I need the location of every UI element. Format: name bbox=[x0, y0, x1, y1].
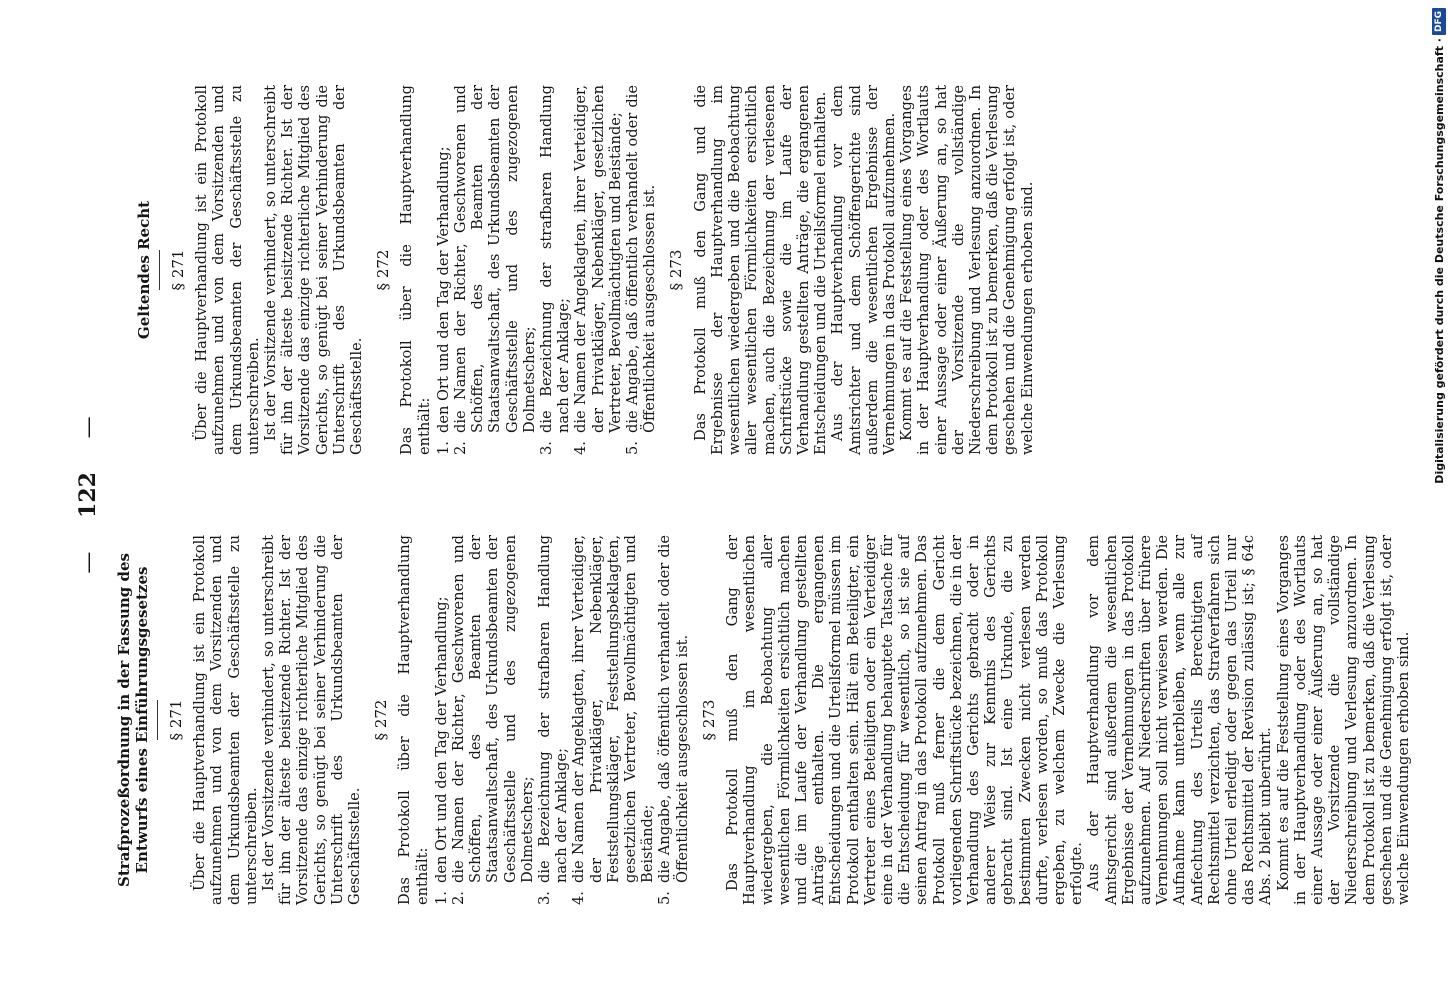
paragraph: Kommt es auf die Feststellung eines Vorganges in der Hauptverhandlung oder des Wortlauts einer Aussage oder einer Äußerung an, so hat der Vorsitzende die vollständige Niederschreibung und Verlesung anzuordnen. In dem Protokoll ist zu bemerken, daß die Verlesung geschehen und die Genehmigung erfolgt ist, oder welche Einwendungen erhoben sind. bbox=[1274, 535, 1413, 905]
paragraph: Ist der Vorsitzende verhindert, so unterschreibt für ihn der älteste beisitzende Richter. Ist der Vorsitzende das einzige richterliche Mitglied des Gerichts, so genügt bei seiner Verhinderung die Unterschrift des Urkundsbeamten der Geschäftsstelle. bbox=[260, 535, 364, 905]
section-title-271: § 271 bbox=[167, 699, 185, 741]
item-text: den Ort und den Tag der Verhandlung; bbox=[434, 146, 452, 433]
item-text: die Bezeichnung der strafbaren Handlung nach der Anklage; bbox=[536, 535, 571, 883]
digitization-credit bbox=[1412, 8, 1446, 992]
column-heading-current-law: Geltendes Recht bbox=[135, 200, 153, 340]
paragraph: Über die Hauptverhandlung ist ein Protokoll aufzunehmen und von dem Vorsitzenden und dem Urkundsbeamten der Geschäftsstelle zu unterschreiben. bbox=[193, 85, 262, 455]
list-item bbox=[624, 85, 658, 455]
column-current-law bbox=[115, 85, 1036, 455]
item-number: 1. bbox=[434, 441, 452, 455]
heading-rule bbox=[159, 250, 160, 290]
item-text: die Angabe, daß öffentlich verhandelt oder die Öffentlichkeit ausgeschlossen ist. bbox=[656, 535, 691, 883]
item-text: die Namen der Angeklagten, ihrer Verteidiger, der Privatkläger, Nebenkläger, gesetzlichen Vertreter, Bevollmächtigten und Beistände; bbox=[572, 85, 624, 433]
page-number: 122 bbox=[75, 472, 101, 518]
credit-text: Digitalisierung gefördert durch die Deutsche Forschungsgemeinschaft · bbox=[1432, 38, 1446, 484]
list-item bbox=[452, 85, 538, 455]
paragraph: Das Protokoll über die Hauptverhandlung enthält: bbox=[396, 535, 431, 905]
heading-rule bbox=[157, 700, 158, 740]
item-text: die Namen der Richter, Geschworenen und Schöffen, des Beamten der Staatsanwaltschaft, des Urkundsbeamten der Geschäftsstelle und des zugezogenen Dolmetschers; bbox=[450, 535, 536, 883]
paragraph: Ist der Vorsitzende verhindert, so unterschreibt für ihn der älteste beisitzende Richter. Ist der Vorsitzende das einzige richterliche Mitglied des Gerichts, so genügt bei seiner Verhinderung die Unterschrift des Urkundsbeamten der Geschäftsstelle. bbox=[262, 85, 366, 455]
list-item bbox=[433, 535, 450, 905]
item-number: 3. bbox=[536, 891, 554, 905]
item-number: 3. bbox=[538, 441, 556, 455]
paragraph: Aus der Hauptverhandlung vor dem Amtsgericht sind außerdem die wesentlichen Ergebnisse der Vernehmungen in das Protokoll aufzunehmen. Auf Niederschriften über frühere Vernehmungen soll nicht verwiesen werden. Die Aufnahme kann unterbleiben, wenn alle zur Anfechtung des Urteils Berechtigten auf Rechtsmittel verzichten, das Strafverfahren sich ohne Urteil erledigt oder gegen das Urteil nur das Rechtsmittel der Revision zulässig ist; § 64c Abs. 2 bleibt unberührt. bbox=[1085, 535, 1275, 905]
paragraph: Kommt es auf die Feststellung eines Vorganges in der Hauptverhandlung oder des Wortlauts einer Aussage oder einer Äußerung an, so hat der Vorsitzende die vollständige Niederschreibung und Verlesung anzuordnen. In dem Protokoll ist zu bemerken, daß die Verlesung geschehen und die Genehmigung erfolgt ist, oder welche Einwendungen erhoben sind. bbox=[898, 85, 1036, 455]
item-number: 2. bbox=[450, 891, 468, 905]
item-number: 4. bbox=[572, 441, 590, 455]
column-heading-draft: Strafprozeßordnung in der Fassung des Entwurfs eines Einführungsgesetzes bbox=[115, 553, 151, 887]
paragraph: Aus der Hauptverhandlung vor dem Amtsrichter und dem Schöffengerichte sind außerdem die wesentlichen Ergebnisse der Vernehmungen in das Protokoll aufzunehmen. bbox=[829, 85, 898, 455]
list-item bbox=[536, 535, 570, 905]
paragraph: Über die Hauptverhandlung ist ein Protokoll aufzunehmen und von dem Vorsitzenden und dem Urkundsbeamten der Geschäftsstelle zu unterschreiben. bbox=[191, 535, 260, 905]
section-title-273: § 273 bbox=[699, 699, 718, 741]
page-dash-left: — bbox=[76, 551, 101, 574]
item-text: die Bezeichnung der strafbaren Handlung nach der Anklage; bbox=[538, 85, 573, 433]
page-dash-right: — bbox=[76, 416, 101, 439]
item-number: 2. bbox=[452, 441, 470, 455]
item-text: den Ort und den Tag der Verhandlung; bbox=[432, 596, 450, 883]
dfg-logo: DFG bbox=[1432, 8, 1446, 35]
item-text: die Angabe, daß öffentlich verhandelt oder die Öffentlichkeit ausgeschlossen ist. bbox=[624, 85, 659, 433]
section-title-272: § 272 bbox=[374, 249, 393, 291]
list-item bbox=[570, 535, 656, 905]
list-item bbox=[572, 85, 624, 455]
item-text: die Namen der Richter, Geschworenen und Schöffen, des Beamten der Staatsanwaltschaft, des Urkundsbeamten der Geschäftsstelle und des zugezogenen Dolmetschers; bbox=[452, 85, 538, 433]
section-title-273: § 273 bbox=[667, 249, 686, 291]
column-draft bbox=[115, 535, 1412, 905]
section-title-271: § 271 bbox=[169, 249, 187, 291]
list-item bbox=[538, 85, 572, 455]
list-item bbox=[450, 535, 536, 905]
paragraph: Das Protokoll muß den Gang und die Ergebnisse der Hauptverhandlung im wesentlichen wiedergeben und die Beobachtung aller wesentlichen Förmlichkeiten ersichtlich machen, auch die Bezeichnung der verlesenen Schriftstücke sowie die im Laufe der Verhandlung gestellten Anträge, die ergangenen Entscheidungen und die Urteilsformel enthalten. bbox=[691, 85, 830, 455]
page-number-line bbox=[75, 85, 101, 905]
credit-line bbox=[1430, 8, 1448, 988]
section-title-272: § 272 bbox=[372, 699, 391, 741]
item-text: die Namen der Angeklagten, ihrer Verteidiger, der Privatkläger, Nebenkläger, Feststellungskläger, Feststellungsbeklagten, gesetzlichen Vertreter, Bevollmächtigten und Beistände; bbox=[570, 535, 657, 883]
item-number: 4. bbox=[570, 891, 588, 905]
item-number: 5. bbox=[656, 891, 674, 905]
enumeration-list bbox=[433, 535, 691, 905]
list-item bbox=[656, 535, 690, 905]
item-number: 1. bbox=[432, 891, 450, 905]
enumeration-list bbox=[435, 85, 659, 455]
paragraph: Das Protokoll muß den Gang der Hauptverhandlung im wesentlichen wiedergeben, die Beobachtung aller wesentlichen Förmlichkeiten ersichtlich machen und die im Laufe der Verhandlung gestellten Anträge enthalten. Die ergangenen Entscheidungen und die Urteilsformel müssen im Protokoll enthalten sein. Hält ein Beteiligter, ein Vertreter eines Beteiligten oder ein Verteidiger eine in der Verhandlung behauptete Tatsache für die Entscheidung für wesentlich, so ist sie auf seinen Antrag in das Protokoll aufzunehmen. Das Protokoll muß ferner die dem Gericht vorliegenden Schriftstücke bezeichnen, die in der Verhandlung des Gerichts gebracht oder in anderer Weise zur Kenntnis des Gerichts gebracht sind. Ist eine Urkunde, die zu bestimmten Zwecken nicht verlesen werden durfte, verlesen worden, so muß das Protokoll ergeben, zu welchem Zwecke die Verlesung erfolgte. bbox=[724, 535, 1086, 905]
item-number: 5. bbox=[624, 441, 642, 455]
paragraph: Das Protokoll über die Hauptverhandlung enthält: bbox=[398, 85, 433, 455]
list-item bbox=[435, 85, 452, 455]
page-content bbox=[75, 85, 1413, 905]
